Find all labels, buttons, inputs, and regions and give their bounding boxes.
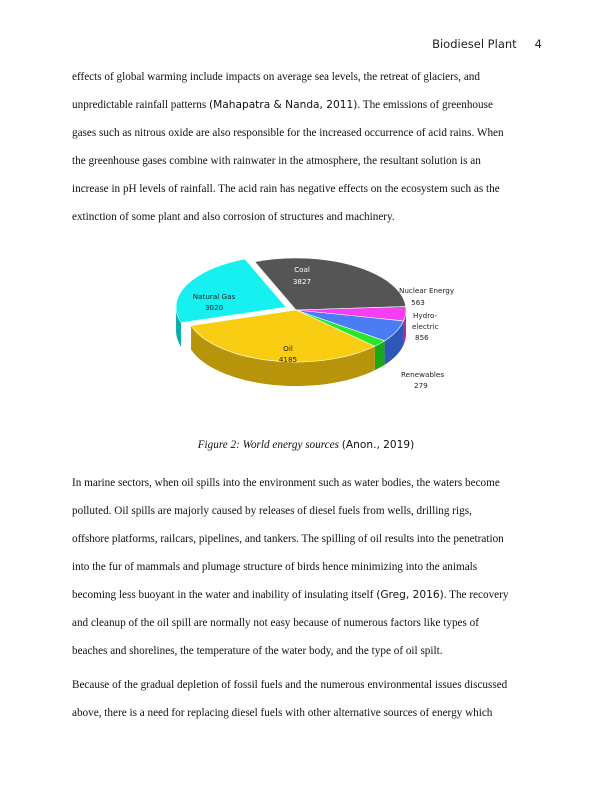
value-renewables: 279 <box>414 381 428 390</box>
label-hydro-2: electric <box>412 322 439 331</box>
label-natural-gas: Natural Gas <box>192 292 236 301</box>
text-line: offshore platforms, railcars, pipelines, and tankers. The spilling of oil results into the penetration <box>72 533 504 545</box>
paragraph-oil-spills <box>72 469 542 665</box>
value-natural-gas: 3020 <box>204 303 224 312</box>
paragraph-global-warming <box>72 63 542 231</box>
label-oil: Oil <box>283 344 293 353</box>
paragraph-alternatives <box>72 671 542 727</box>
page-number: 4 <box>534 37 542 51</box>
label-nuclear: Nuclear Energy <box>399 286 455 295</box>
label-hydro-1: Hydro- <box>413 311 438 320</box>
energy-pie-chart <box>168 248 455 420</box>
text-line: gases such as nitrous oxide are also responsible for the increased occurrence of acid rains. When <box>72 127 504 139</box>
text-line: above, there is a need for replacing diesel fuels with other alternative sources of energy which <box>72 707 493 719</box>
text-line: increase in pH levels of rainfall. The acid rain has negative effects on the ecosystem such as the <box>72 183 500 195</box>
text-line: extinction of some plant and also corrosion of structures and machinery. <box>72 211 395 223</box>
text-line: In marine sectors, when oil spills into the environment such as water bodies, the waters become <box>72 477 500 489</box>
citation: (Mahapatra & Nanda, 2011) <box>209 99 358 111</box>
figure-caption <box>0 439 612 451</box>
text-line: polluted. Oil spills are majorly caused by releases of diesel fuels from wells, drilling rigs, <box>72 505 472 517</box>
caption-citation: (Anon., 2019) <box>341 439 415 451</box>
value-hydro: 856 <box>415 333 429 342</box>
caption-label: Figure 2: World energy sources <box>197 439 339 451</box>
citation: (Greg, 2016) <box>376 589 444 601</box>
running-header <box>432 37 542 51</box>
pie-chart-figure <box>168 248 455 420</box>
text-line: becoming less buoyant in the water and inability of insulating itself (Greg, 2016). The recovery <box>72 589 509 601</box>
text-line: beaches and shorelines, the temperature of the water body, and the type of oil spilt. <box>72 645 443 657</box>
text-line: Because of the gradual depletion of fossil fuels and the numerous environmental issues discussed <box>72 679 508 691</box>
value-nuclear: 563 <box>411 298 425 307</box>
text-line: unpredictable rainfall patterns (Mahapatra & Nanda, 2011). The emissions of greenhouse <box>72 99 493 111</box>
text-line: into the fur of mammals and plumage structure of birds hence minimizing into the animals <box>72 561 478 573</box>
label-renewables: Renewables <box>401 370 445 379</box>
header-title: Biodiesel Plant <box>432 37 517 51</box>
text-line: and cleanup of the oil spill are normally not easy because of numerous factors like types of <box>72 617 479 629</box>
label-coal: Coal <box>294 265 310 274</box>
text-line: the greenhouse gases combine with rainwater in the atmosphere, the resultant solution is an <box>72 155 481 167</box>
value-oil: 4185 <box>278 355 298 364</box>
text-line: effects of global warming include impacts on average sea levels, the retreat of glaciers, and <box>72 71 480 83</box>
value-coal: 3827 <box>292 277 312 286</box>
